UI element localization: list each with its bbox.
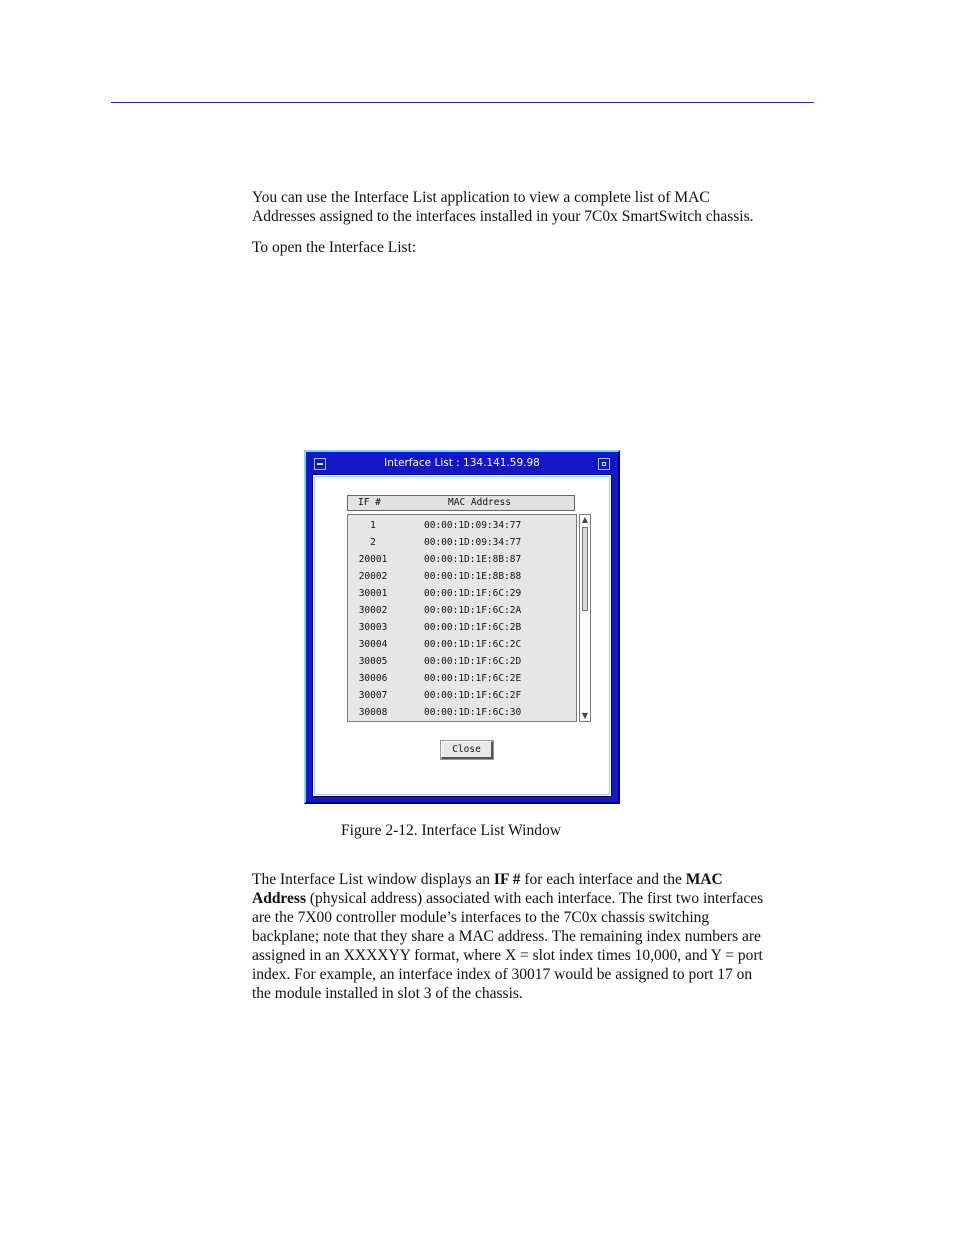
intro-paragraph [252,188,816,226]
list-item[interactable] [348,670,576,687]
list-item[interactable] [348,619,576,636]
column-header-mac[interactable]: MAC Address [448,497,511,508]
desc-text-2: for each interface and the [520,871,686,888]
desc-bold-if: IF # [493,871,521,888]
desc-bold-address: Address [252,890,306,907]
description-line-2 [252,889,816,908]
list-item-mac: 00:00:1D:1E:8B:88 [424,571,522,582]
list-item[interactable] [348,636,576,653]
description-line-4: backplane; note that they share a MAC address. The remaining index numbers are [252,928,761,945]
description-line-7: the module installed in slot 3 of the chassis. [252,985,523,1002]
list-item-if: 30002 [358,605,388,616]
list-item-if: 30004 [358,639,388,650]
list-item[interactable] [348,534,576,551]
list-item[interactable] [348,653,576,670]
window-maximize-button[interactable] [598,458,610,470]
header-rule [111,102,814,103]
scroll-down-icon[interactable]: ▼ [581,711,589,720]
list-item-mac: 00:00:1D:1F:6C:2E [424,673,522,684]
description-line-5: assigned in an XXXXYY format, where X = slot index times 10,000, and Y = port [252,947,763,964]
description-line-1 [252,870,816,889]
list-item[interactable] [348,551,576,568]
close-button[interactable]: Close [441,741,493,759]
window-titlebar[interactable] [310,456,614,471]
list-item-if: 20002 [358,571,388,582]
list-item-mac: 00:00:1D:1F:6C:2D [424,656,522,667]
scroll-thumb[interactable] [582,527,588,611]
column-header [347,495,575,511]
window-client-area [312,474,612,797]
intro-line-1: You can use the Interface List application to view a complete list of MAC [252,189,710,206]
list-item-if: 30003 [358,622,388,633]
list-item[interactable] [348,687,576,704]
description-line-3: are the 7X00 controller module’s interfaces to the 7C0x chassis switching [252,909,710,926]
intro-line-2: Addresses assigned to the interfaces installed in your 7C0x SmartSwitch chassis. [252,208,754,225]
interface-list-window [304,450,620,804]
figure-caption: Figure 2-12. Interface List Window [341,822,561,839]
list-item-if: 2 [370,537,376,548]
list-item-mac: 00:00:1D:1F:6C:2B [424,622,522,633]
list-item[interactable] [348,568,576,585]
list-item-if: 30001 [358,588,388,599]
description-paragraph [252,870,816,1003]
desc-bold-mac: MAC [685,871,723,888]
list-item-mac: 00:00:1D:1F:6C:29 [424,588,522,599]
list-item[interactable] [348,704,576,721]
window-title: Interface List : 134.141.59.98 [384,457,540,469]
open-instruction [252,238,816,257]
list-item[interactable] [348,517,576,534]
maximize-icon [602,462,606,466]
list-item-mac: 00:00:1D:09:34:77 [424,520,522,531]
list-item-mac: 00:00:1D:09:34:77 [424,537,522,548]
list-item-if: 30008 [358,707,388,718]
list-item-mac: 00:00:1D:1E:8B:87 [424,554,522,565]
list-item-if: 30005 [358,656,388,667]
list-item-mac: 00:00:1D:1F:6C:2A [424,605,522,616]
interface-list[interactable] [347,514,577,722]
column-header-if[interactable]: IF # [358,497,381,508]
list-item-if: 30006 [358,673,388,684]
list-item[interactable] [348,585,576,602]
scroll-up-icon[interactable]: ▲ [581,515,589,524]
list-scrollbar[interactable] [579,514,591,722]
desc-text-1: The Interface List window displays an [252,871,494,888]
list-item-mac: 00:00:1D:1F:6C:2F [424,690,522,701]
description-line-6: index. For example, an interface index of 30017 would be assigned to port 17 on [252,966,753,983]
list-item-if: 30007 [358,690,388,701]
desc-text-3: (physical address) associated with each interface. The first two interfaces [305,890,764,907]
list-item-mac: 00:00:1D:1F:6C:30 [424,707,522,718]
list-item-mac: 00:00:1D:1F:6C:2C [424,639,522,650]
list-item-if: 1 [370,520,376,531]
open-instruction-text: To open the Interface List: [252,239,417,256]
list-item[interactable] [348,602,576,619]
list-item-if: 20001 [358,554,388,565]
